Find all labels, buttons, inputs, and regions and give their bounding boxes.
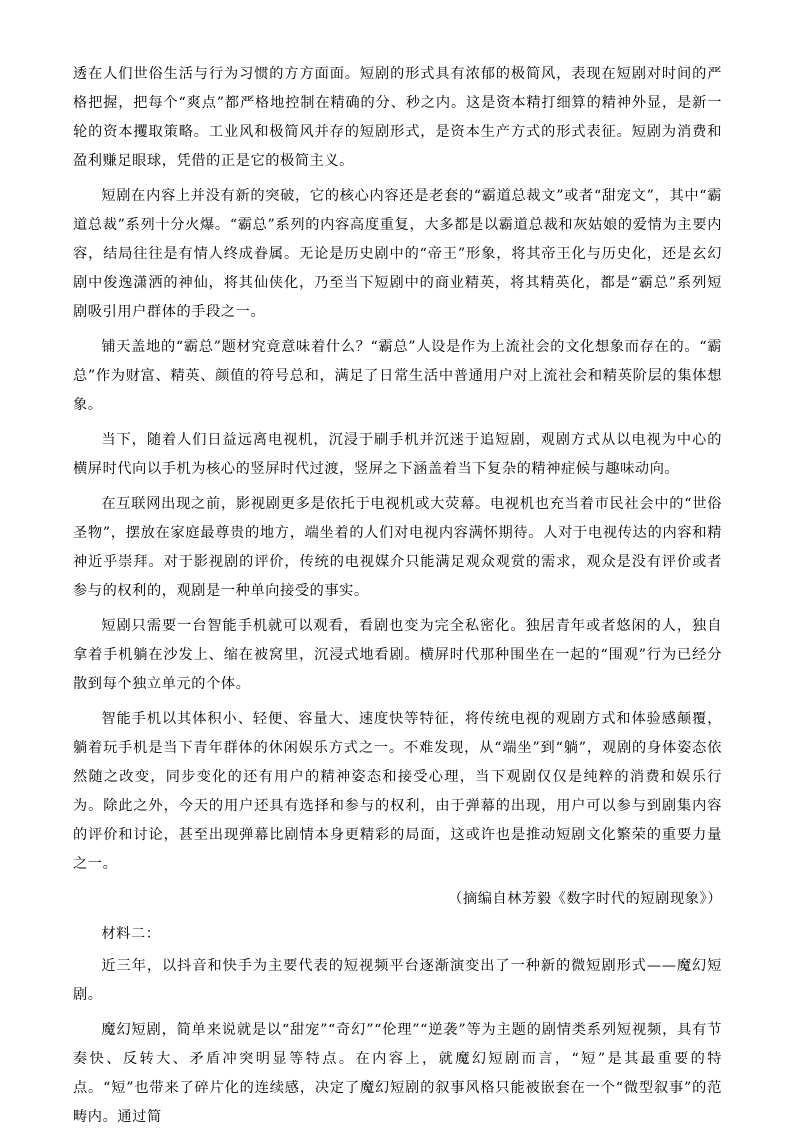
paragraph-1: 透在人们世俗生活与行为习惯的方方面面。短剧的形式具有浓郁的极简风，表现在短剧对时间的严格把握，把每个“爽点”都严格地控制在精确的分、秒之内。这是资本精打细算的精神外显，是新一轮的资本攫取策略。工业风和极简风并存的短剧形式，是资本生产方式的形式表征。短剧为消费和盈利赚足眼球，凭借的正是它的极简主义。	[73, 66, 722, 169]
paragraph-7: 智能手机以其体积小、轻便、容量大、速度快等特征，将传统电视的观剧方式和体验感颠覆，躺着玩手机是当下青年群体的休闲娱乐方式之一。不难发现，从“端坐”到“躺”，观剧的身体姿态依然随之改变，同步变化的还有用户的精神姿态和接受心理，当下观剧仅仅是纯粹的消费和娱乐行为。除此之外，今天的用户还具有选择和参与的权利，由于弹幕的出现，用户可以参与到剧集内容的评价和讨论，甚至出现弹幕比剧情本身更精彩的局面，这或许也是推动短剧文化繁荣的重要力量之一。	[73, 711, 722, 872]
paragraph-4: 当下，随着人们日益远离电视机，沉浸于刷手机并沉迷于追短剧，观剧方式从以电视为中心的横屏时代向以手机为核心的竖屏时代过渡，竖屏之下涵盖着当下复杂的精神症候与趣味动向。	[73, 432, 722, 477]
material-label: 材料二：	[101, 926, 161, 942]
paragraph-6: 短剧只需要一台智能手机就可以观看，看剧也变为完全私密化。独居青年或者悠闲的人，独自拿着手机躺在沙发上、缩在被窝里，沉浸式地看剧。横屏时代那种围坐在一起的“围观”行为已经分散到每个独立单元的个体。	[73, 618, 722, 692]
paragraph-5: 在互联网出现之前，影视剧更多是依托于电视机或大荧幕。电视机也充当着市民社会中的“世俗圣物”，摆放在家庭最尊贵的地方，端坐着的人们对电视内容满怀期待。人对于电视传达的内容和精神近乎崇拜。对于影视剧的评价，传统的电视媒介只能满足观众观赏的需求，观众是没有评价或者参与的权利的，观剧是一种单向接受的事实。	[73, 496, 722, 599]
source-citation: （摘编自林芳毅《数字时代的短剧现象》）	[448, 891, 722, 907]
paragraph-3: 铺天盖地的“霸总”题材究竟意味着什么？“霸总”人设是作为上流社会的文化想象而存在的。“霸总”作为财富、精英、颜值的符号总和，满足了日常生活中普通用户对上流社会和精英阶层的集体想象。	[73, 339, 722, 413]
paragraph-2: 短剧在内容上并没有新的突破，它的核心内容还是老套的“霸道总裁文”或者“甜宠文”，其中“霸道总裁”系列十分火爆。“霸总”系列的内容高度重复，大多都是以霸道总裁和灰姑娘的爱情为主要内容，结局往往是有情人终成眷属。无论是历史剧中的“帝王”形象，将其帝王化与历史化，还是玄幻剧中俊逸潇洒的神仙，将其仙侠化，乃至当下短剧中的商业精英，将其精英化，都是“霸总”系列短剧吸引用户群体的手段之一。	[73, 188, 722, 320]
paragraph-8: 近三年，以抖音和快手为主要代表的短视频平台逐渐演变出了一种新的微短剧形式——魔幻短剧。	[73, 958, 722, 1003]
paragraph-9: 魔幻短剧，简单来说就是以“甜宠”“奇幻”“伦理”“逆袭”等为主题的剧情类系列短视频，具有节奏快、反转大、矛盾冲突明显等特点。在内容上，就魔幻短剧而言，“短”是其最重要的特点。“短”也带来了碎片化的连续感，决定了魔幻短剧的叙事风格只能被嵌套在一个“微型叙事”的范畴内。通过简	[73, 1022, 722, 1125]
